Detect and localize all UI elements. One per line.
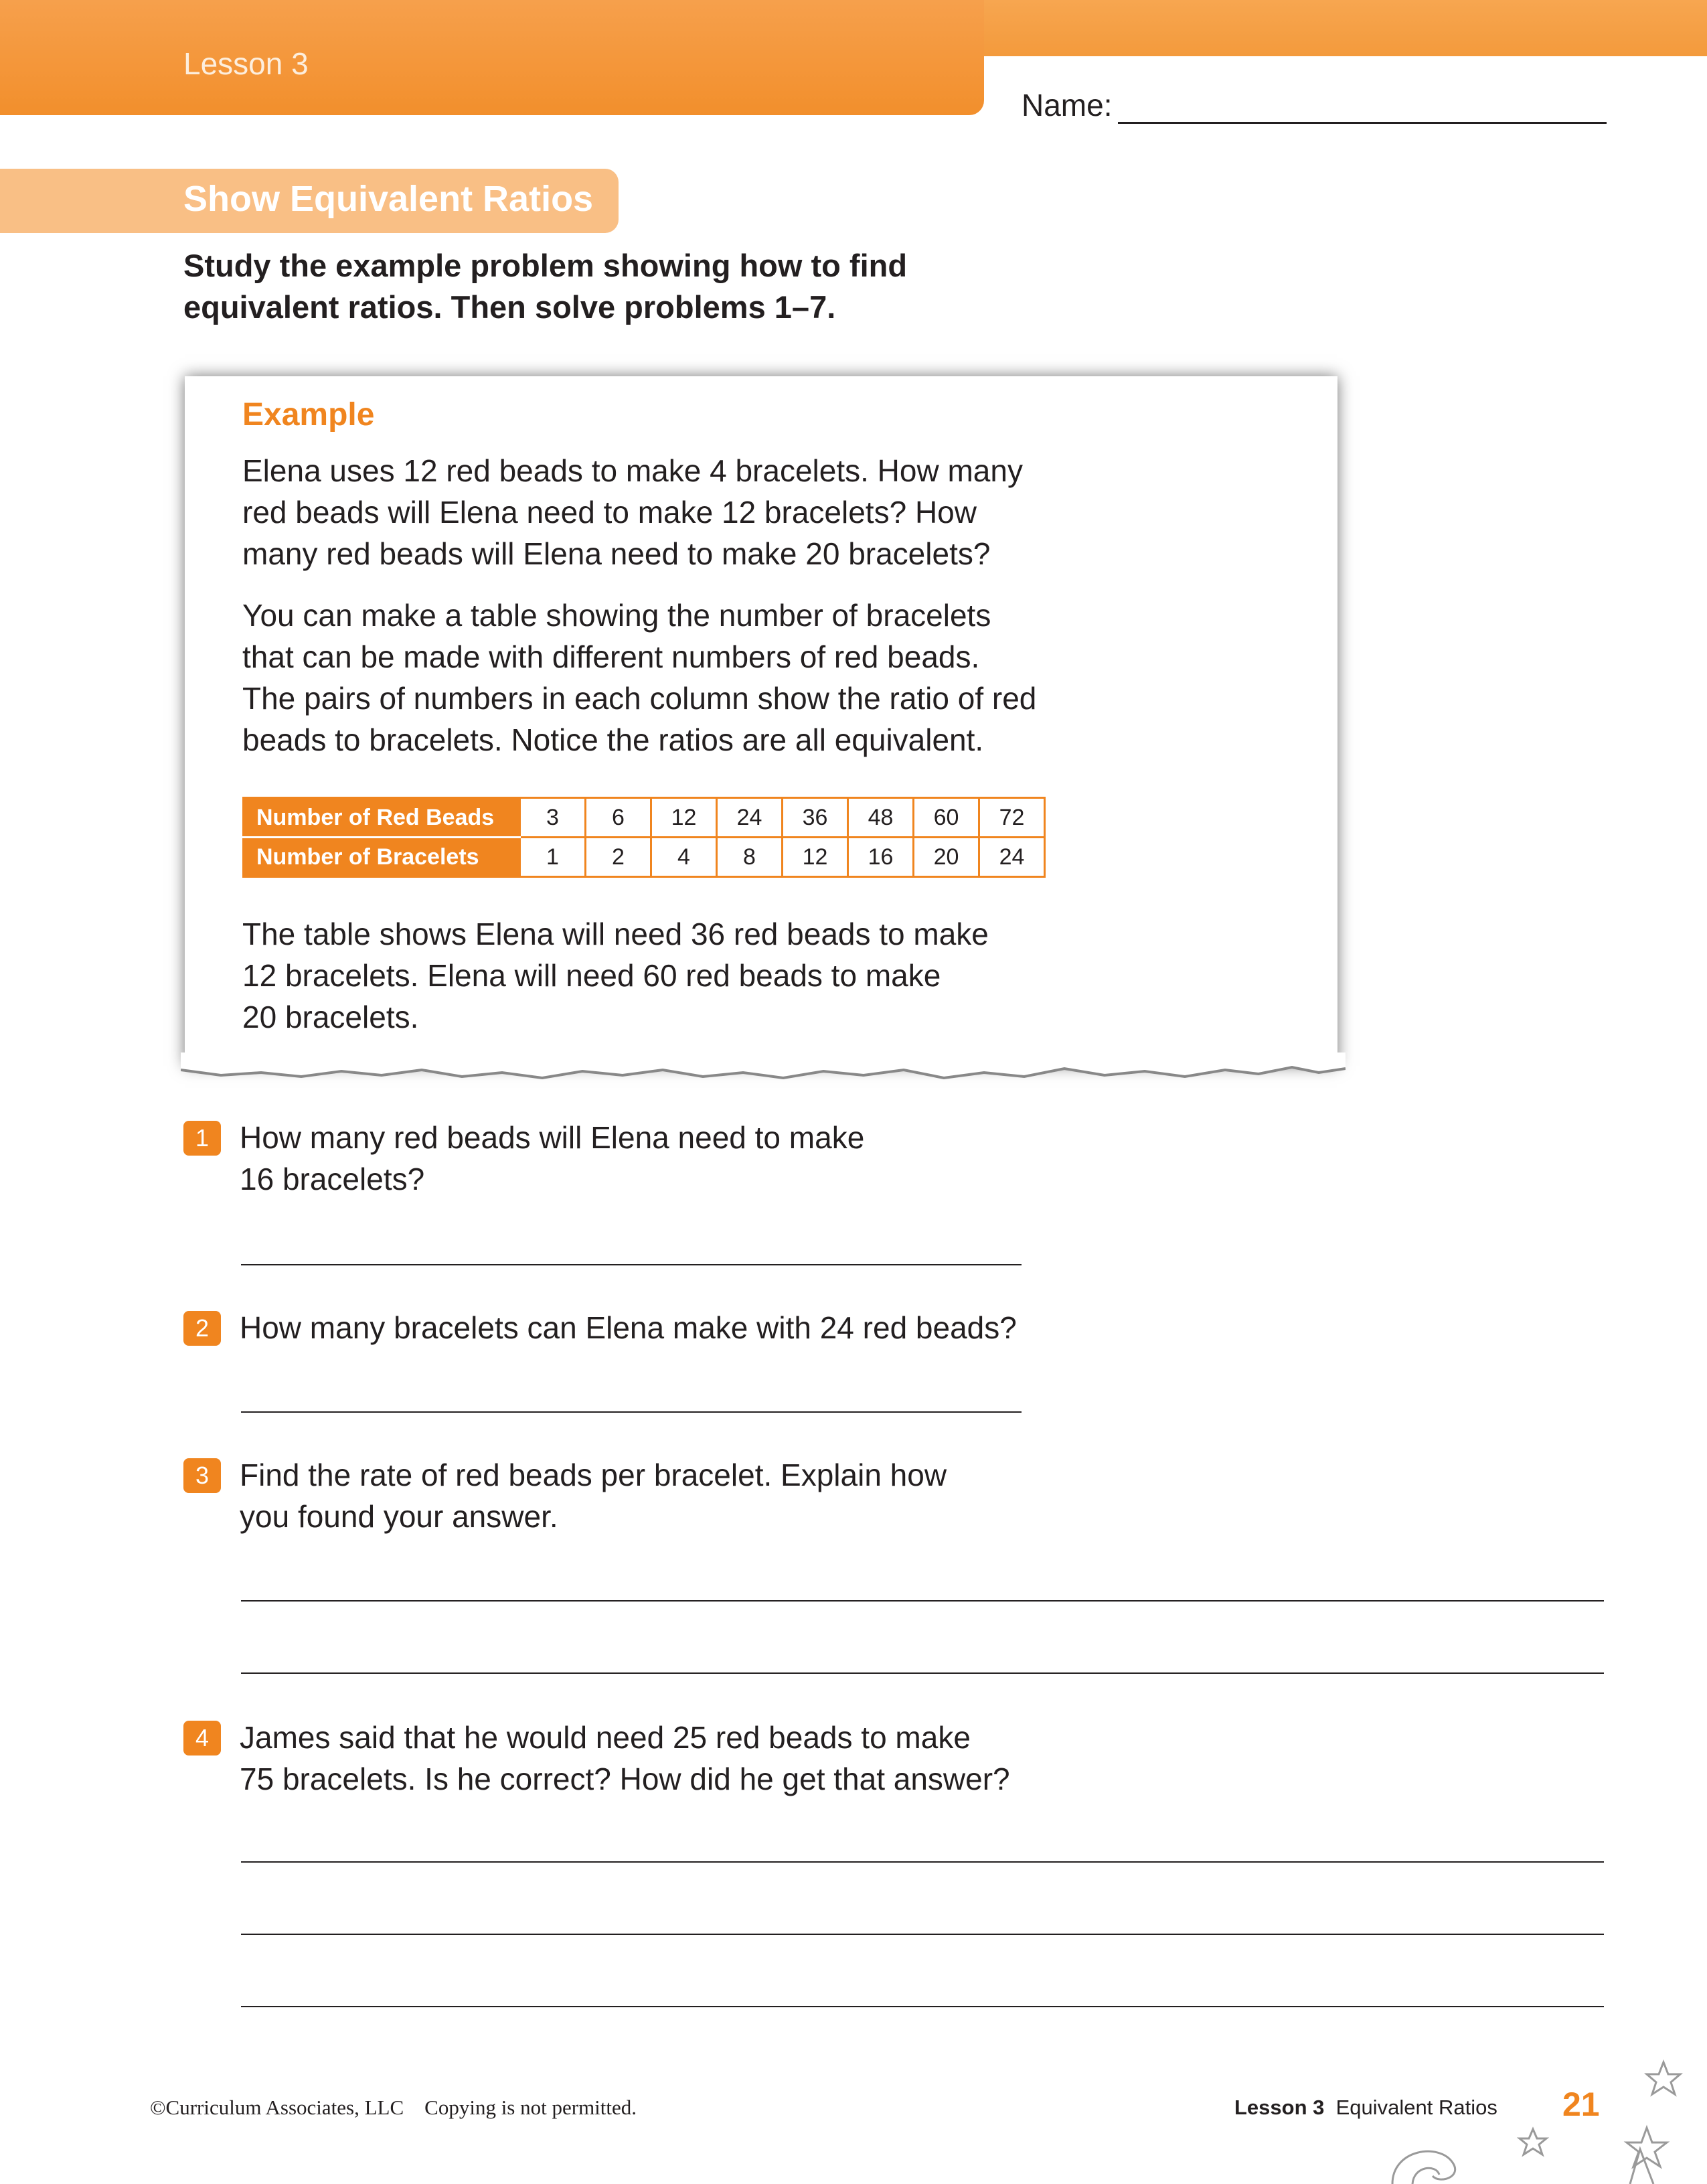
table-cell: 12: [783, 838, 848, 877]
problem-number-badge: 2: [183, 1311, 221, 1346]
footer-lesson-title: Equivalent Ratios: [1335, 2096, 1497, 2119]
lesson-label: Lesson 3: [183, 46, 309, 81]
answer-line[interactable]: [241, 1264, 1022, 1265]
table-cell: 6: [586, 798, 651, 838]
answer-line[interactable]: [241, 1672, 1604, 1674]
answer-line[interactable]: [241, 1861, 1604, 1863]
question-line: you found your answer.: [240, 1499, 558, 1534]
table-cell: 60: [914, 798, 979, 838]
header-band: [0, 0, 984, 115]
problem-1-text: [240, 1117, 864, 1200]
answer-line[interactable]: [241, 1411, 1022, 1413]
section-title: Show Equivalent Ratios: [183, 179, 594, 219]
table-cell: 4: [651, 838, 717, 877]
footer-copyright: [150, 2096, 637, 2120]
table-cell: 2: [586, 838, 651, 877]
instructions-line: Study the example problem showing how to find: [183, 248, 908, 283]
instructions-line: equivalent ratios. Then solve problems 1–7.: [183, 289, 836, 325]
table-cell: 24: [717, 798, 783, 838]
answer-line[interactable]: [241, 2006, 1604, 2007]
ratio-table: [242, 797, 1046, 878]
question-line: Find the rate of red beads per bracelet. Explain how: [240, 1458, 947, 1492]
decorative-stars-icon: [1366, 2049, 1707, 2184]
example-paragraph-1: [242, 450, 1113, 574]
example-label: Example: [242, 397, 375, 433]
paragraph-line: The table shows Elena will need 36 red beads to make: [242, 917, 989, 951]
table-cell: 24: [979, 838, 1045, 877]
torn-edge: [181, 1052, 1346, 1093]
answer-line[interactable]: [241, 1600, 1604, 1602]
table-row-bracelets: [244, 838, 1045, 877]
table-cell: 20: [914, 838, 979, 877]
problem-number-badge: 3: [183, 1458, 221, 1493]
copying-text: Copying is not permitted.: [424, 2096, 637, 2119]
problem-4-text: [240, 1717, 1010, 1800]
paragraph-line: that can be made with different numbers of red beads.: [242, 639, 980, 674]
name-answer-line[interactable]: [1118, 122, 1607, 124]
paragraph-line: You can make a table showing the number of bracelets: [242, 598, 991, 633]
example-paragraph-2: [242, 595, 1113, 761]
paragraph-line: 20 bracelets.: [242, 1000, 419, 1034]
paragraph-line: The pairs of numbers in each column show the ratio of red: [242, 681, 1037, 716]
header-band-right: [984, 0, 1707, 56]
footer-lesson-number: Lesson 3: [1234, 2096, 1325, 2119]
table-cell: 36: [783, 798, 848, 838]
instructions: [183, 245, 1054, 328]
row-header: Number of Bracelets: [244, 838, 520, 877]
copyright-text: ©Curriculum Associates, LLC: [150, 2096, 404, 2119]
question-line: How many bracelets can Elena make with 24 red beads?: [240, 1310, 1017, 1345]
table-cell: 48: [848, 798, 914, 838]
paragraph-line: Elena uses 12 red beads to make 4 bracelets. How many: [242, 453, 1023, 488]
table-cell: 1: [520, 838, 586, 877]
problem-2-text: [240, 1307, 1017, 1348]
table-cell: 72: [979, 798, 1045, 838]
paragraph-line: red beads will Elena need to make 12 bracelets? How: [242, 495, 977, 530]
table-cell: 16: [848, 838, 914, 877]
row-header: Number of Red Beads: [244, 798, 520, 838]
paragraph-line: 12 bracelets. Elena will need 60 red beads to make: [242, 958, 941, 993]
problem-3-text: [240, 1454, 947, 1537]
example-paragraph-3: [242, 913, 1113, 1038]
problem-number-badge: 1: [183, 1121, 221, 1156]
table-cell: 8: [717, 838, 783, 877]
problem-number-badge: 4: [183, 1721, 221, 1756]
table-cell: 12: [651, 798, 717, 838]
question-line: 16 bracelets?: [240, 1162, 425, 1196]
table-row-red-beads: [244, 798, 1045, 838]
paragraph-line: beads to bracelets. Notice the ratios are all equivalent.: [242, 722, 984, 757]
table-cell: 3: [520, 798, 586, 838]
page-number: 21: [1562, 2086, 1600, 2123]
question-line: 75 bracelets. Is he correct? How did he get that answer?: [240, 1762, 1010, 1796]
name-label: Name:: [1022, 88, 1113, 123]
answer-line[interactable]: [241, 1934, 1604, 1935]
question-line: How many red beads will Elena need to make: [240, 1120, 865, 1155]
paragraph-line: many red beads will Elena need to make 20 bracelets?: [242, 536, 991, 571]
question-line: James said that he would need 25 red beads to make: [240, 1720, 971, 1755]
